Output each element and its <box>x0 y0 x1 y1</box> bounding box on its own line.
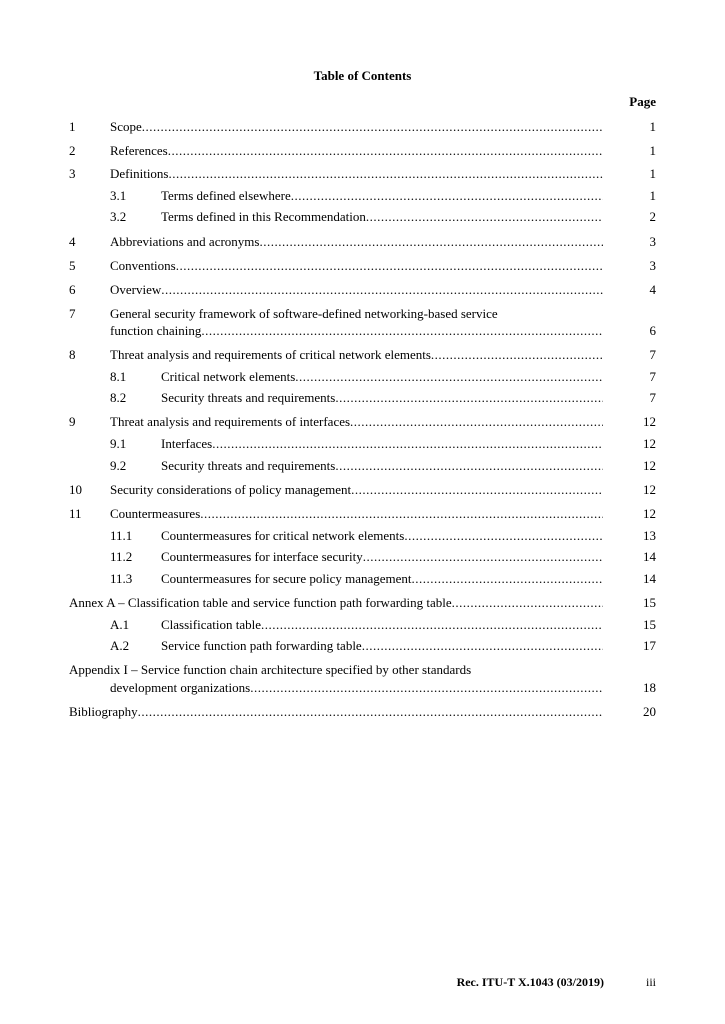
leader-dots <box>335 389 603 407</box>
toc-entry-number: 3.1 <box>110 188 127 203</box>
toc-entry-page: 7 <box>649 390 656 405</box>
toc-entry-title: Countermeasures for critical network elements <box>161 528 405 543</box>
toc-entry-title: Countermeasures <box>110 506 201 521</box>
toc-entry-number: 3 <box>69 166 76 181</box>
toc-entry-title: Bibliography <box>69 704 138 719</box>
toc-entry-page: 3 <box>649 234 656 249</box>
toc-entry[interactable] <box>0 413 725 431</box>
footer-page-number: iii <box>645 975 656 989</box>
toc-entry[interactable] <box>0 322 725 340</box>
leader-dots <box>201 322 603 340</box>
leader-dots <box>404 527 603 545</box>
toc-entry-number: 11.3 <box>110 571 133 586</box>
leader-dots <box>295 368 603 386</box>
toc-subentry[interactable] <box>0 187 725 205</box>
toc-entry-page: 7 <box>649 369 656 384</box>
toc-entry-title: Security considerations of policy management <box>110 482 352 497</box>
toc-entry-number: 2 <box>69 143 76 158</box>
toc-entry-title: References <box>110 143 168 158</box>
toc-entry-title: Scope <box>110 119 142 134</box>
toc-entry-page: 17 <box>643 638 656 653</box>
toc-entry-page: 4 <box>649 282 656 297</box>
toc-entry-page: 6 <box>649 323 656 338</box>
toc-entry-number: 4 <box>69 234 76 249</box>
leader-dots <box>335 457 603 475</box>
toc-entry-title-line1: General security framework of software-defined networking-based service <box>110 306 498 321</box>
toc-entry[interactable] <box>0 233 725 251</box>
toc-entry-number: 8.2 <box>110 390 127 405</box>
toc-entry[interactable] <box>0 281 725 299</box>
leader-dots <box>366 208 603 226</box>
toc-entry-number: 9 <box>69 414 76 429</box>
toc-subentry[interactable] <box>0 457 725 475</box>
toc-entry-page: 12 <box>643 414 656 429</box>
toc-entry[interactable] <box>0 118 725 136</box>
toc-entry-title: function chaining <box>110 323 202 338</box>
leader-dots <box>291 187 603 205</box>
toc-entry-page: 7 <box>649 347 656 362</box>
toc-entry-page: 1 <box>649 143 656 158</box>
toc-entry-page: 12 <box>643 506 656 521</box>
toc-entry-number: 9.1 <box>110 436 127 451</box>
toc-entry-page: 13 <box>643 528 656 543</box>
leader-dots <box>142 118 603 136</box>
toc-entry-page: 12 <box>643 436 656 451</box>
toc-subentry[interactable] <box>0 389 725 407</box>
leader-dots <box>259 233 603 251</box>
toc-subentry[interactable] <box>0 527 725 545</box>
toc-entry-title: Threat analysis and requirements of critical network elements <box>110 347 431 362</box>
toc-entry-number: 5 <box>69 258 76 273</box>
leader-dots <box>138 703 603 721</box>
toc-entry-title: Conventions <box>110 258 176 273</box>
toc-entry-title: Overview <box>110 282 162 297</box>
toc-entry-number: 3.2 <box>110 209 127 224</box>
toc-entry-title: Service function path forwarding table <box>161 638 362 653</box>
toc-entry-title: Interfaces <box>161 436 213 451</box>
toc-subentry[interactable] <box>0 570 725 588</box>
toc-entry[interactable] <box>0 481 725 499</box>
toc-entry-title: Threat analysis and requirements of interfaces <box>110 414 351 429</box>
leader-dots <box>350 413 603 431</box>
leader-dots <box>161 281 603 299</box>
toc-appendix-entry-line1[interactable] <box>0 661 725 679</box>
toc-entry[interactable] <box>0 257 725 275</box>
toc-entry-number: 1 <box>69 119 76 134</box>
leader-dots <box>351 481 603 499</box>
toc-subentry[interactable] <box>0 435 725 453</box>
toc-entry[interactable] <box>0 165 725 183</box>
toc-entry[interactable] <box>0 505 725 523</box>
toc-entry-number: 6 <box>69 282 76 297</box>
toc-entry-page: 1 <box>649 166 656 181</box>
toc-entry-page: 1 <box>649 119 656 134</box>
toc-entry-number: 10 <box>69 482 82 497</box>
leader-dots <box>431 346 603 364</box>
toc-subentry[interactable] <box>0 368 725 386</box>
toc-bibliography-entry[interactable] <box>0 703 725 721</box>
toc-entry-page: 12 <box>643 482 656 497</box>
toc-entry-page: 14 <box>643 549 656 564</box>
toc-entry-title: Classification table <box>161 617 262 632</box>
leader-dots <box>168 142 603 160</box>
leader-dots <box>412 570 603 588</box>
toc-subentry[interactable] <box>0 616 725 634</box>
leader-dots <box>212 435 603 453</box>
toc-entry-line1[interactable] <box>0 305 725 323</box>
toc-entry-number: 9.2 <box>110 458 127 473</box>
toc-appendix-entry[interactable] <box>0 679 725 697</box>
leader-dots <box>200 505 603 523</box>
toc-entry-title: Terms defined elsewhere <box>161 188 291 203</box>
toc-entry-title: Critical network elements <box>161 369 296 384</box>
toc-entry-title: Definitions <box>110 166 169 181</box>
toc-entry-number: 8.1 <box>110 369 127 384</box>
toc-entry-page: 18 <box>643 680 656 695</box>
page-column-header: Page <box>629 94 656 109</box>
toc-entry-page: 2 <box>649 209 656 224</box>
toc-entry-title: Annex A – Classification table and service function path forwarding table <box>69 595 452 610</box>
toc-entry[interactable] <box>0 142 725 160</box>
toc-entry-page: 15 <box>643 617 656 632</box>
toc-entry-number: 11.1 <box>110 528 133 543</box>
toc-entry-page: 1 <box>649 188 656 203</box>
toc-entry-title: Security threats and requirements <box>161 390 336 405</box>
leader-dots <box>169 165 604 183</box>
toc-entry-page: 12 <box>643 458 656 473</box>
toc-subentry[interactable] <box>0 548 725 566</box>
toc-entry-title: development organizations <box>110 680 251 695</box>
leader-dots <box>261 616 603 634</box>
footer-reference: Rec. ITU-T X.1043 (03/2019) <box>456 975 604 989</box>
toc-entry-title: Countermeasures for interface security <box>161 549 363 564</box>
toc-entry-title: Abbreviations and acronyms <box>110 234 260 249</box>
leader-dots <box>362 637 603 655</box>
leader-dots <box>363 548 603 566</box>
toc-entry-number: A.2 <box>110 638 130 653</box>
toc-entry-page: 3 <box>649 258 656 273</box>
toc-entry[interactable] <box>0 346 725 364</box>
toc-entry-number: 8 <box>69 347 76 362</box>
toc-entry-page: 15 <box>643 595 656 610</box>
toc-entry-number: 11.2 <box>110 549 133 564</box>
toc-entry-number: 7 <box>69 306 76 321</box>
toc-entry-title: Countermeasures for secure policy management <box>161 571 412 586</box>
leader-dots <box>452 594 603 612</box>
leader-dots <box>176 257 603 275</box>
toc-subentry[interactable] <box>0 637 725 655</box>
toc-entry-page: 14 <box>643 571 656 586</box>
toc-entry-title: Security threats and requirements <box>161 458 336 473</box>
toc-entry-title-line1: Appendix I – Service function chain architecture specified by other standards <box>69 662 472 677</box>
toc-entry-number: A.1 <box>110 617 130 632</box>
toc-title: Table of Contents <box>313 68 412 83</box>
toc-annex-entry[interactable] <box>0 594 725 612</box>
toc-entry-page: 20 <box>643 704 656 719</box>
toc-subentry[interactable] <box>0 208 725 226</box>
leader-dots <box>250 679 603 697</box>
toc-entry-title: Terms defined in this Recommendation <box>161 209 366 224</box>
toc-entry-number: 11 <box>69 506 82 521</box>
